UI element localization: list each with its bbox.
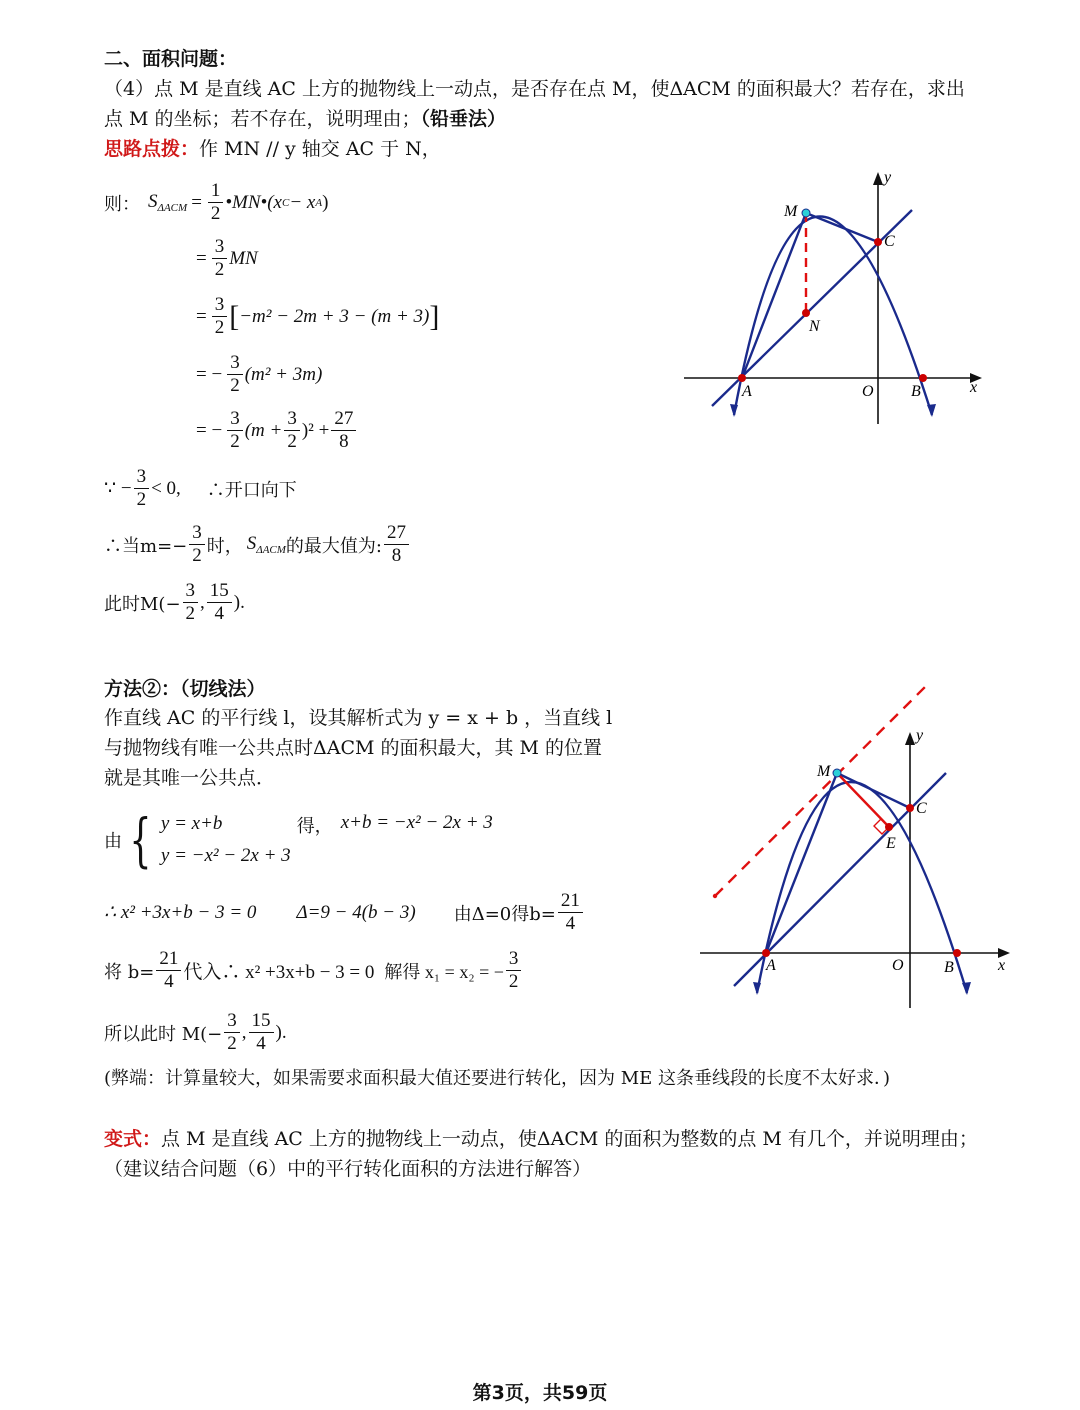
label-a: A: [742, 383, 752, 400]
label-c: C: [884, 233, 895, 250]
tangent-end-dot: [713, 894, 717, 898]
substitute-line: 将 b= $\frac{21}{4}$ 代入∴ x² +3x+b − 3 = 0 解得 x₁ = x₂ = − $\frac{3}{2}$: [104, 948, 523, 993]
since-line: ∵ − $\frac{3}{2}$ < 0, ∴开口向下: [104, 466, 297, 510]
variant-text: 点 M 是直线 AC 上方的抛物线上一动点，使ΔACM 的面积为整数的点 M 有几个，并说明理由；: [161, 1128, 978, 1150]
label-b: B: [944, 959, 954, 976]
method2-para-3: 就是其唯一公共点．: [104, 767, 276, 789]
label-o: O: [892, 957, 904, 974]
point-n: [802, 309, 810, 317]
drawback-note: (弊端：计算量较大，如果需要求面积最大值还要进行转化，因为 ME 这条垂线段的长度不太好求．): [104, 1068, 891, 1089]
hint-line: [104, 134, 441, 164]
method2-para-1: 作直线 AC 的平行线 l，设其解析式为 y = x + b ，当直线 l: [104, 707, 613, 729]
label-x: x: [998, 957, 1006, 974]
then-label: 则：: [104, 193, 140, 215]
label-b: B: [911, 383, 921, 400]
point-m: [833, 769, 841, 777]
hint-text: 作 MN // y 轴交 AC 于 N，: [199, 138, 441, 160]
discriminant: Δ=9 − 4(b − 3): [296, 901, 416, 923]
segment-mc: [837, 773, 910, 808]
question-line-1: （4）点 M 是直线 AC 上方的抛物线上一动点，是否存在点 M，使ΔACM 的面积最大？若存在，求出: [104, 78, 965, 100]
tangent-line-dashed: [715, 682, 930, 896]
label-a: A: [766, 957, 776, 974]
derivation-line-4: = − $\frac{3}{2}$ (m² + 3m): [196, 352, 323, 396]
derivation-line-3: = $\frac{3}{2}$ [ −m² − 2m + 3 − (m + 3) ]: [196, 294, 440, 338]
point-c: [874, 238, 882, 246]
max-value-line: ∴当m=− $\frac{3}{2}$ 时， $S_{\Delta ACM}$ 的最大值为: $\frac{27}{8}$: [104, 522, 411, 567]
area-symbol: S: [148, 191, 158, 212]
curve-arrow-icon: [753, 982, 761, 995]
question-text: 点 M 的坐标；若不存在，说明理由；: [104, 108, 421, 130]
method-tag: （铅垂法）: [420, 108, 507, 130]
question-line-2: [104, 104, 506, 134]
hint-label: 思路点拨：: [104, 138, 200, 160]
variant-line: [104, 1124, 978, 1154]
label-n: N: [809, 318, 820, 335]
point-a: [762, 949, 770, 957]
derivation-line-1: 则： $S_{\Delta ACM}$ = $\frac{1}{2}$ •MN•(x C − x A ): [104, 180, 329, 224]
label-o: O: [862, 383, 874, 400]
curve-arrow-icon: [730, 404, 738, 417]
segment-am: [766, 773, 837, 953]
y-axis-arrow-icon: [873, 172, 883, 185]
parabola-curve: [757, 782, 967, 993]
quadratic-equation: ∴ x² +3x+b − 3 = 0: [104, 902, 257, 923]
segment-am: [742, 213, 806, 378]
label-c: C: [916, 800, 927, 817]
result-line: 所以此时 M(− $\frac{3}{2}$ , $\frac{15}{4}$ ).: [104, 1010, 287, 1054]
derivation-line-2: = $\frac{3}{2}$ MN: [196, 236, 258, 280]
point-a: [738, 374, 746, 382]
segment-mc: [806, 213, 878, 242]
variant-note: （建议结合问题（6）中的平行转化面积的方法进行解答）: [104, 1158, 592, 1180]
fraction-27-8: $\frac{27}{8}$: [331, 408, 356, 453]
equation-system: 由 { y = x+b y = −x² − 2x + 3 得， x+b = −x² − 2x + 3: [104, 806, 493, 874]
fraction-21-4: $\frac{21}{4}$: [558, 890, 583, 935]
label-m: M: [784, 203, 798, 220]
label-y: y: [916, 727, 924, 744]
point-line: 此时M(− $\frac{3}{2}$ , $\frac{15}{4}$ ).: [104, 580, 245, 624]
combined-equation: x+b = −x² − 2x + 3: [340, 812, 493, 833]
curve-arrow-icon: [962, 982, 971, 995]
variant-label: 变式：: [104, 1128, 162, 1150]
fraction-one-half: $\frac{1}{2}$: [208, 180, 224, 225]
section-title: 二、面积问题：: [104, 48, 238, 70]
point-b: [919, 374, 927, 382]
method2-para-2: 与抛物线有唯一公共点时ΔACM 的面积最大，其 M 的位置: [104, 737, 603, 759]
system-equation-2: y = −x² − 2x + 3: [160, 845, 291, 866]
brace-icon: {: [129, 806, 152, 874]
page-footer: 第3页，共59页: [472, 1382, 608, 1404]
point-c: [906, 804, 914, 812]
label-x: x: [970, 379, 978, 396]
method2-title: 方法②：（切线法）: [104, 678, 266, 700]
label-e: E: [886, 835, 896, 852]
point-e: [885, 823, 893, 831]
curve-arrow-icon: [927, 404, 936, 417]
quadratic-line: ∴ x² +3x+b − 3 = 0 Δ=9 − 4(b − 3) 由Δ=0得b= $\frac{21}{4}$: [104, 890, 585, 935]
fraction-15-4: $\frac{15}{4}$: [207, 580, 232, 625]
point-m: [802, 209, 810, 217]
parabola-curve: [734, 217, 932, 416]
label-y: y: [884, 169, 892, 186]
area-subscript: ΔACM: [157, 202, 188, 214]
point-b: [953, 949, 961, 957]
fraction-three-halves: $\frac{3}{2}$: [212, 236, 228, 281]
figure-1-parabola: [680, 168, 990, 430]
derivation-line-5: = − $\frac{3}{2}$ (m + $\frac{3}{2}$ )² + $\frac{27}{8}$: [196, 408, 358, 453]
system-equation-1: y = x+b: [160, 813, 223, 834]
label-m: M: [817, 763, 831, 780]
y-axis-arrow-icon: [905, 732, 915, 745]
figure-2-tangent: [700, 676, 1020, 1016]
